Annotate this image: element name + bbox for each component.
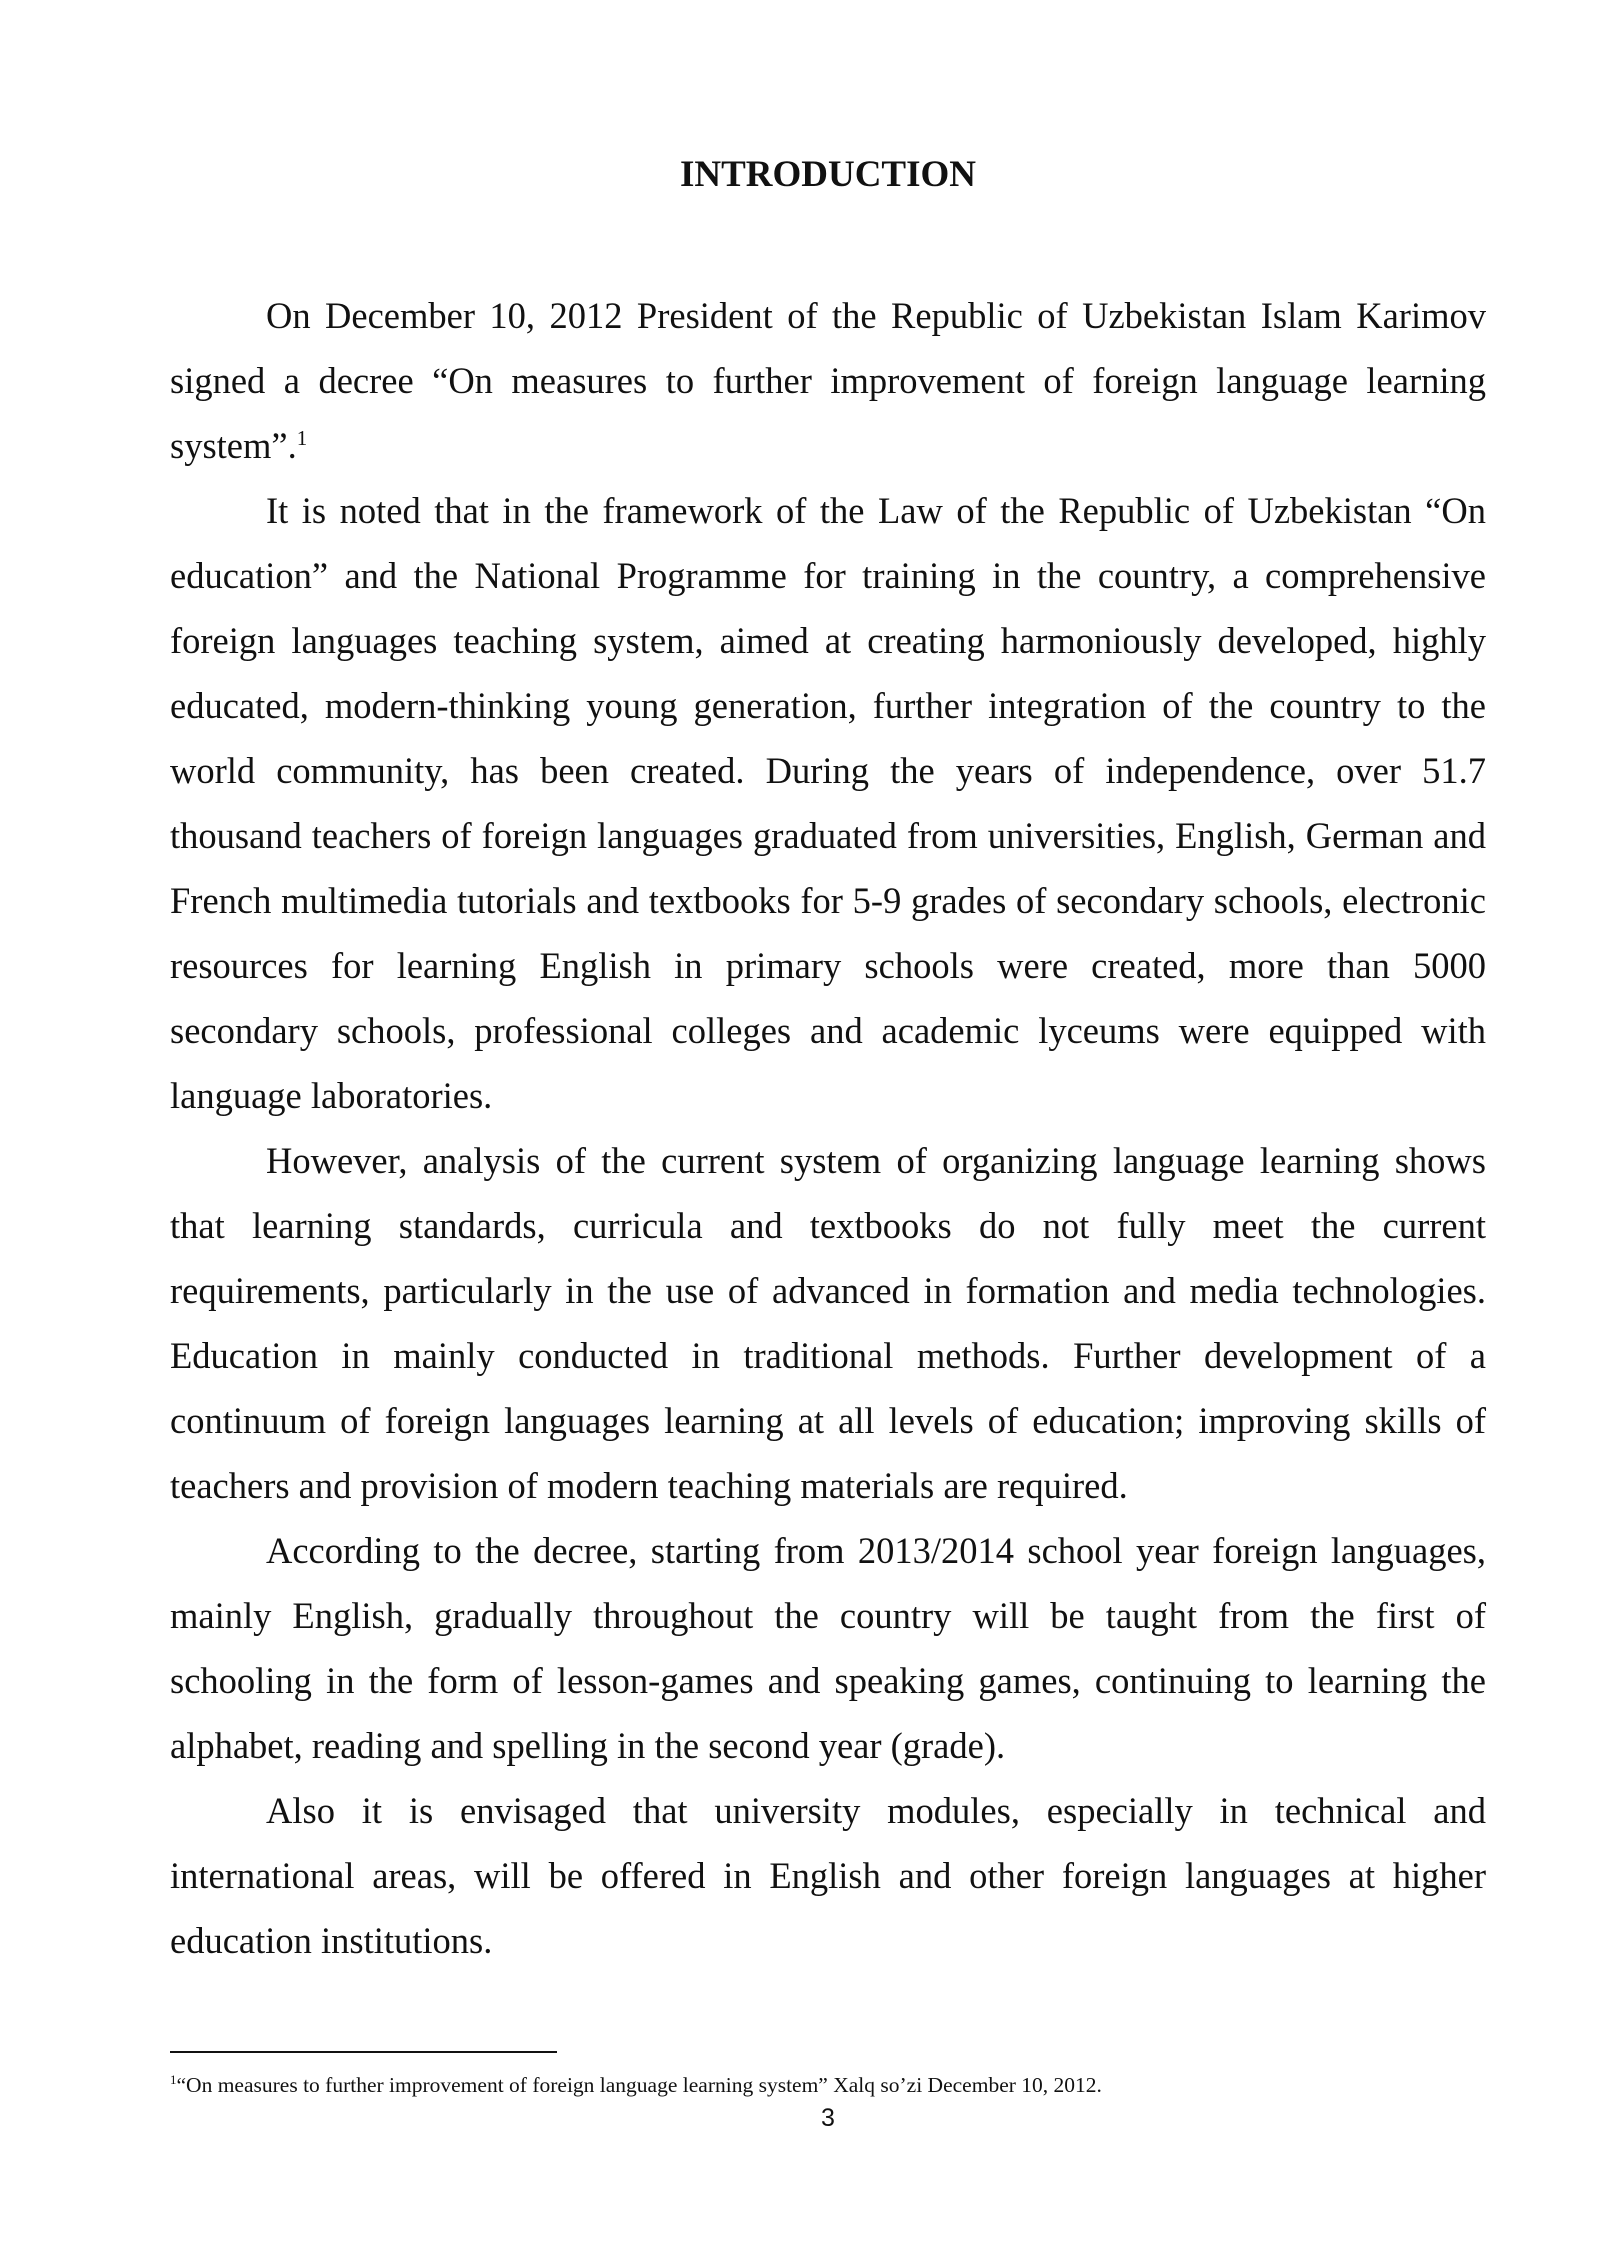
footnote <box>170 2070 1486 2100</box>
footnote-reference: 1 <box>296 425 308 450</box>
body-text <box>170 283 1486 1973</box>
paragraph-schooling <box>170 1518 1486 1778</box>
paragraph-decree <box>170 283 1486 478</box>
paragraph-analysis <box>170 1128 1486 1518</box>
paragraph-text: According to the decree, starting from 2013/2014 school year foreign languages, mainly English, gradually throughout the country will be taught from the first of schooling in the form of lesson-games and speaking games, continuing to learning the alphabet, reading and spelling in the second year (grade). <box>170 1530 1486 1766</box>
footnote-text: “On measures to further improvement of foreign language learning system” Xalq so’zi December 10, 2012. <box>176 2073 1102 2097</box>
paragraph-text: However, analysis of the current system of organizing language learning shows that learning standards, curricula and textbooks do not fully meet the current requirements, particularly in the use of advanced in formation and media technologies. Education in mainly conducted in traditional methods. Further development of a continuum of foreign languages learning at all levels of education; improving skills of teachers and provision of modern teaching materials are required. <box>170 1140 1486 1506</box>
paragraph-university <box>170 1778 1486 1973</box>
paragraph-framework <box>170 478 1486 1128</box>
page-title: INTRODUCTION <box>679 154 977 195</box>
paragraph-text: On December 10, 2012 President of the Republic of Uzbekistan Islam Karimov signed a decree “On measures to further improvement of foreign language learning system”. <box>170 295 1486 466</box>
paragraph-text: It is noted that in the framework of the Law of the Republic of Uzbekistan “On education” and the National Programme for training in the country, a comprehensive foreign languages teaching system, aimed at creating harmoniously developed, highly educated, modern-thinking young generation, further integration of the country to the world community, has been created. During the years of independence, over 51.7 thousand teachers of foreign languages graduated from universities, English, German and French multimedia tutorials and textbooks for 5-9 grades of secondary schools, electronic resources for learning English in primary schools were created, more than 5000 secondary schools, professional colleges and academic lyceums were equipped with language laboratories. <box>170 490 1486 1116</box>
footnote-divider <box>170 2051 557 2053</box>
paragraph-text: Also it is envisaged that university modules, especially in technical and international areas, will be offered in English and other foreign languages at higher education institutions. <box>170 1790 1486 1961</box>
page-number: 3 <box>821 2104 835 2132</box>
footnote-number: 1 <box>170 2071 177 2087</box>
